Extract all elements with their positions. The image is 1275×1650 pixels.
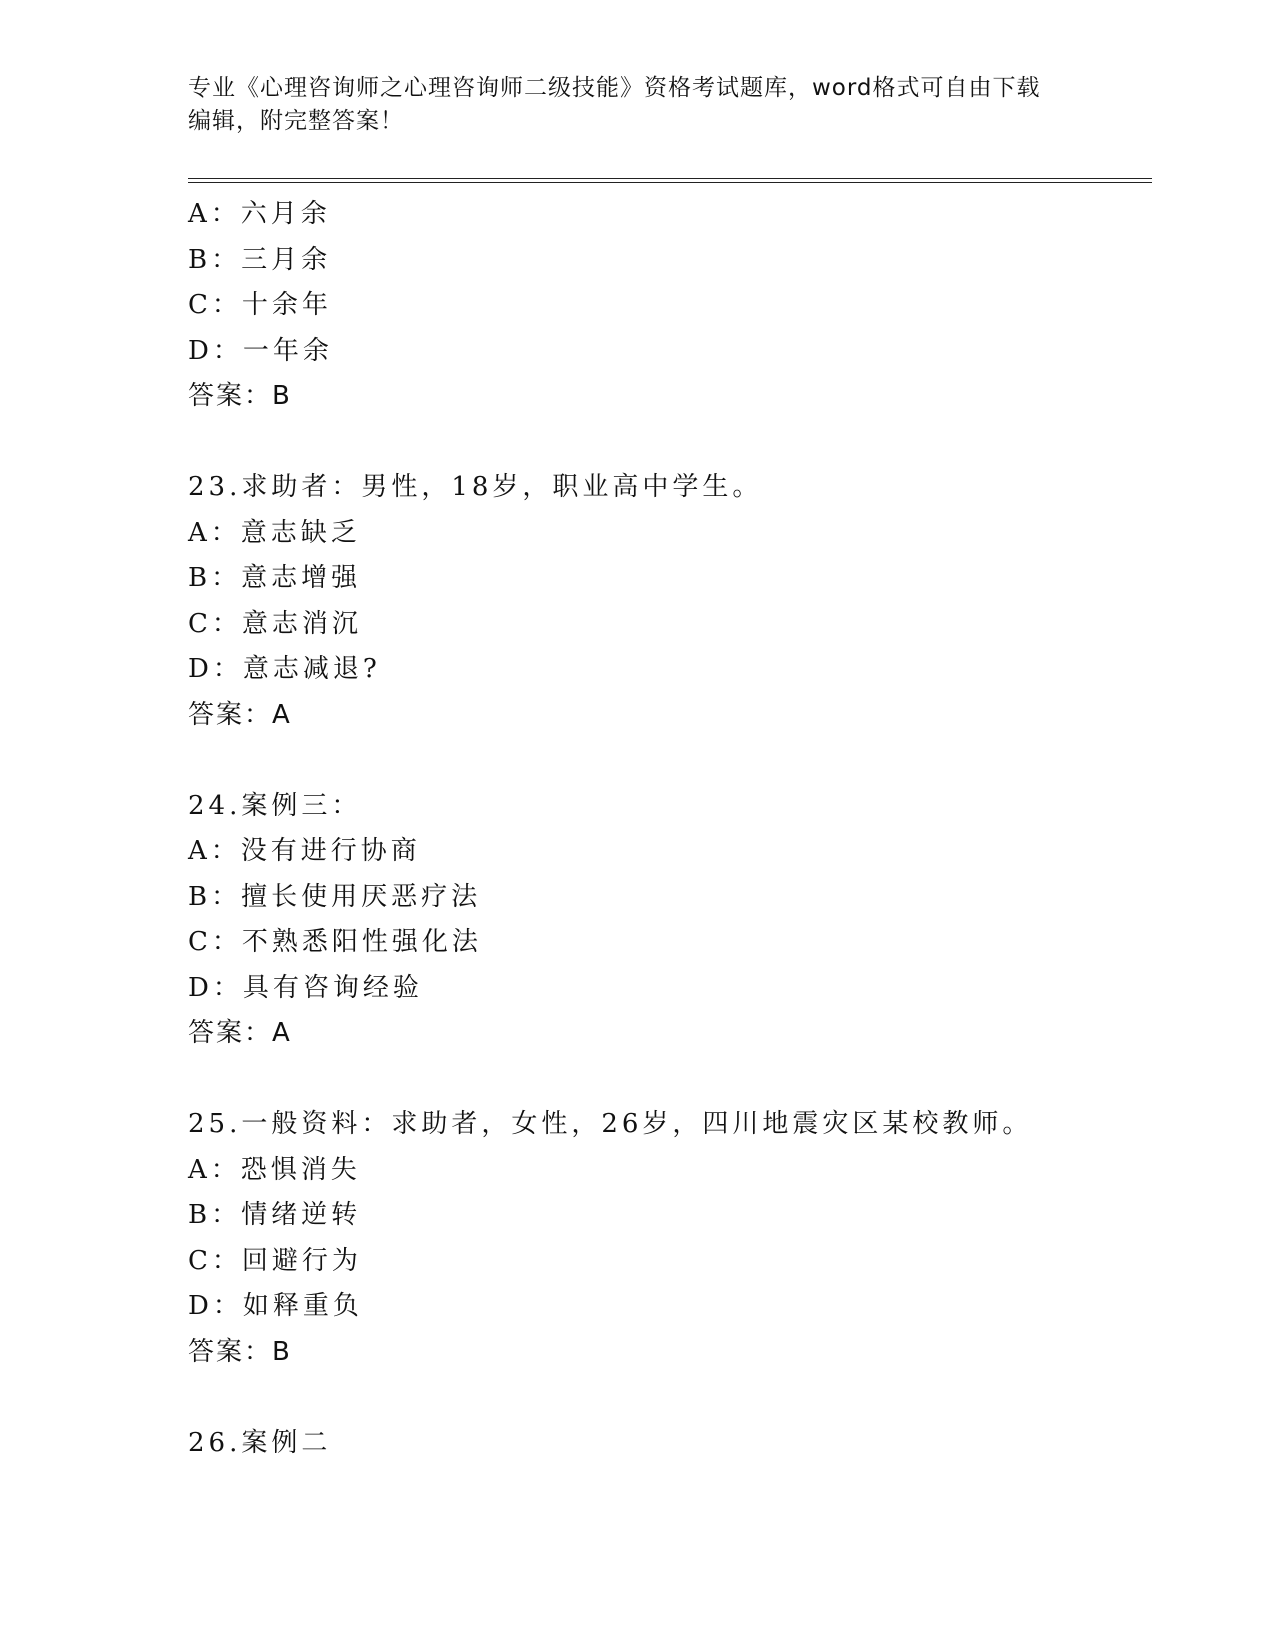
question-23 xyxy=(188,465,1148,738)
option-c: C：意志消沉 xyxy=(188,608,362,639)
option-d: D：意志减退? xyxy=(188,654,381,684)
option-b: B：情绪逆转 xyxy=(188,1200,362,1230)
option-b: B：三月余 xyxy=(188,244,332,275)
answer: 答案：B xyxy=(188,1336,292,1367)
option-a: A：恐惧消失 xyxy=(188,1154,361,1185)
question-26 xyxy=(188,1421,1148,1467)
answer: 答案：A xyxy=(188,699,292,730)
option-c: C：十余年 xyxy=(188,290,332,320)
option-d: D：如释重负 xyxy=(188,1291,363,1321)
header-line-2: 编辑，附完整答案！ xyxy=(188,108,404,134)
option-d: D：具有咨询经验 xyxy=(188,972,423,1003)
header-line-1: 专业《心理咨询师之心理咨询师二级技能》资格考试题库，word格式可自由下载 xyxy=(188,75,1041,101)
answer: 答案：A xyxy=(188,1018,292,1048)
option-c: C：回避行为 xyxy=(188,1245,362,1276)
question-24 xyxy=(188,784,1148,1057)
option-a: A：意志缺乏 xyxy=(188,517,361,548)
document-header xyxy=(188,72,1088,138)
answer: 答案：B xyxy=(188,381,292,411)
question-25 xyxy=(188,1102,1148,1375)
question-list xyxy=(188,192,1148,1466)
option-a: A：没有进行协商 xyxy=(188,836,421,866)
option-a: A：六月余 xyxy=(188,199,331,229)
option-d: D：一年余 xyxy=(188,335,333,366)
option-b: B：擅长使用厌恶疗法 xyxy=(188,881,482,912)
question-22-partial xyxy=(188,192,1148,420)
header-divider xyxy=(188,178,1152,183)
question-stem: 24.案例三： xyxy=(188,790,362,821)
option-c: C：不熟悉阳性强化法 xyxy=(188,927,482,957)
option-b: B：意志增强 xyxy=(188,563,362,593)
question-stem: 23.求助者：男性，18岁，职业高中学生。 xyxy=(188,472,763,502)
question-stem: 25.一般资料：求助者，女性，26岁，四川地震灾区某校教师。 xyxy=(188,1109,1033,1139)
question-stem: 26.案例二 xyxy=(188,1427,332,1458)
